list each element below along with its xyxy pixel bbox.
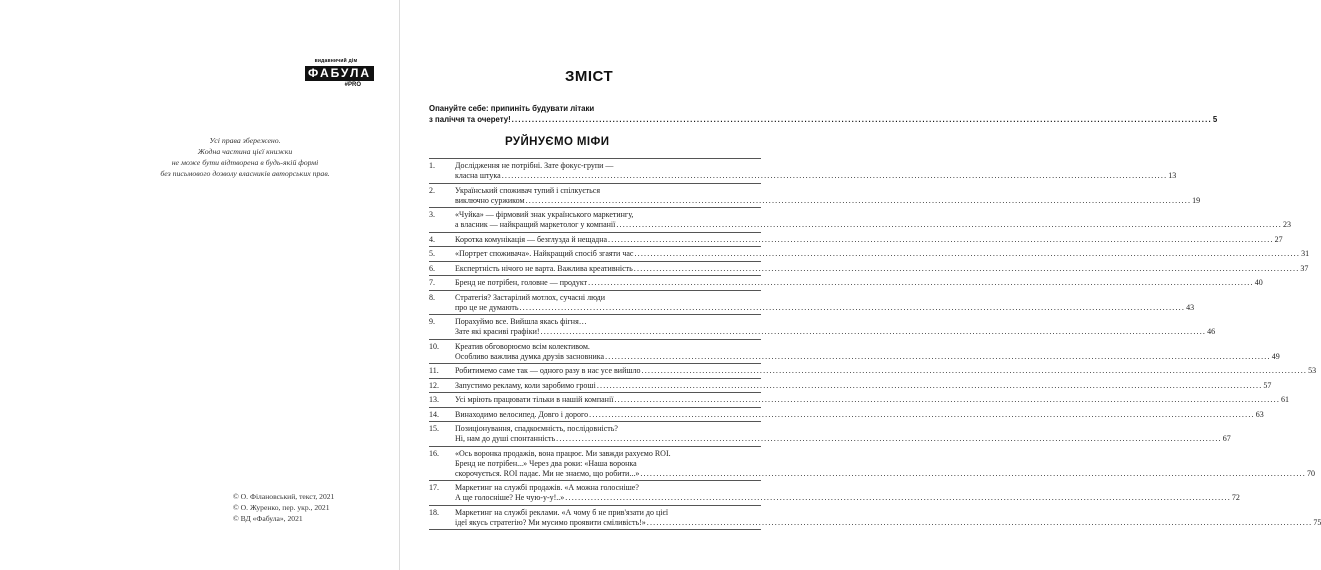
- entry-text: [455, 208, 1291, 232]
- entry-number: 10.: [429, 341, 439, 351]
- entry-number: 2.: [429, 185, 435, 195]
- toc-entry[interactable]: [429, 378, 1272, 393]
- logo-line3: #PRO: [344, 82, 361, 88]
- entry-last-line: [455, 249, 1309, 259]
- entry-text: [455, 481, 1240, 505]
- entry-text: [455, 247, 1309, 261]
- dot-leader: [502, 171, 1168, 181]
- entry-last-line: [455, 264, 1308, 274]
- entry-last-line: [455, 366, 1316, 376]
- entry-last-line: [455, 352, 1280, 362]
- dot-leader: [640, 469, 1306, 479]
- entry-last-line: [455, 410, 1264, 420]
- intro-line: Опануйте себе: припиніть будувати літаки: [429, 104, 595, 113]
- entry-page-number: 40: [1254, 278, 1263, 287]
- rights-notice: [120, 135, 370, 179]
- entry-line: скорочується. ROI падає. Ми не знаємо, що робити...»: [455, 468, 640, 478]
- toc-entry[interactable]: [429, 392, 1290, 407]
- entry-last-line: [455, 235, 1283, 245]
- entry-page-number: 70: [1306, 468, 1315, 478]
- entry-line: Коротка комунікація — безглузда й нещадна: [455, 234, 608, 244]
- dot-leader: [597, 381, 1263, 391]
- entry-line: Запустимо рекламу, коли заробимо гроші: [455, 380, 596, 390]
- entry-line: Усі мріють працювати тільки в нашій компанії: [455, 395, 614, 404]
- entry-page-number: 67: [1222, 434, 1231, 443]
- entry-number: 5.: [429, 249, 435, 258]
- entry-number: 15.: [429, 424, 439, 433]
- dot-leader: [512, 114, 1212, 125]
- entry-text: [455, 422, 1231, 446]
- dot-leader: [634, 249, 1300, 259]
- entry-last-line: [455, 278, 1263, 288]
- entry-line: Позиціонування, спадкоємність, послідовність?: [455, 424, 618, 433]
- toc-entry[interactable]: [429, 158, 1177, 183]
- entry-text: [455, 393, 1289, 407]
- entry-text: [455, 408, 1264, 422]
- intro-entry[interactable]: [429, 103, 1218, 125]
- toc-entry[interactable]: [429, 363, 1317, 378]
- entry-number: 12.: [429, 380, 439, 390]
- entry-last-line: [455, 303, 1194, 313]
- toc-title: ЗМІСТ: [565, 68, 614, 85]
- logo-line1: видавничий дім: [314, 58, 358, 64]
- entry-line: класна штука: [455, 171, 501, 180]
- entry-number: 4.: [429, 234, 435, 244]
- toc-entry[interactable]: [429, 207, 1291, 232]
- entry-line: Зате які красиві графіки!: [455, 327, 540, 336]
- dot-leader: [526, 196, 1192, 206]
- entry-line: виключно суржиком: [455, 195, 525, 205]
- entry-line: Маркетинг на службі продажів. «А можна голосніше?: [455, 483, 639, 492]
- entry-number: 6.: [429, 263, 435, 273]
- entry-last-line: [455, 434, 1231, 444]
- entry-line: Український споживач тупий і спілкується: [455, 185, 601, 195]
- left-page: [0, 0, 400, 570]
- entry-line: «Портрет споживача». Найкращий спосіб згаяти час: [455, 249, 634, 258]
- intro-page-number: 5: [1212, 115, 1218, 124]
- dot-leader: [565, 493, 1231, 503]
- entry-text: [455, 364, 1316, 378]
- entry-line: Бренд не потрібен, головне — продукт: [455, 278, 588, 287]
- entry-line: Порахуймо все. Вийшла якась фігня…: [455, 317, 587, 326]
- entry-page-number: 49: [1271, 351, 1280, 361]
- toc-entry[interactable]: [429, 232, 1283, 247]
- entry-page-number: 43: [1186, 302, 1195, 312]
- entry-line: про це не думають: [455, 302, 519, 312]
- dot-leader: [614, 395, 1280, 405]
- toc-entry[interactable]: [429, 275, 1263, 290]
- entry-page-number: 75: [1313, 517, 1321, 527]
- entry-last-line: [455, 518, 1321, 528]
- entry-line: Винаходимо велосипед. Довго і дорого: [455, 409, 589, 419]
- dot-leader: [634, 264, 1300, 274]
- rights-line: не може бути відтворена в будь-якій формі: [171, 158, 319, 167]
- entry-last-line: [455, 220, 1291, 230]
- entry-page-number: 13: [1168, 171, 1177, 180]
- entry-text: [455, 184, 1200, 208]
- entry-line: а власник — найкращий маркетолог у компанії: [455, 220, 616, 229]
- entry-page-number: 72: [1231, 493, 1240, 502]
- entry-number: 16.: [429, 448, 439, 458]
- entry-page-number: 19: [1192, 195, 1201, 205]
- section-title: РУЙНУЄМО МІФИ: [505, 136, 610, 148]
- dot-leader: [642, 366, 1308, 376]
- entry-text: [455, 379, 1271, 393]
- dot-leader: [605, 352, 1271, 362]
- dot-leader: [616, 220, 1282, 230]
- entry-text: [455, 315, 1215, 339]
- copyright-line: © О. Філановський, текст, 2021: [233, 492, 335, 501]
- dot-leader: [556, 434, 1222, 444]
- entry-text: [455, 506, 1321, 530]
- entry-page-number: 46: [1207, 327, 1216, 336]
- entry-last-line: [455, 395, 1289, 405]
- dot-leader: [647, 518, 1313, 528]
- dot-leader: [519, 303, 1185, 313]
- toc-entry[interactable]: [429, 183, 1201, 208]
- entry-page-number: 53: [1308, 366, 1317, 375]
- logo-line2: ФАБУЛА: [305, 66, 374, 81]
- copyright-line: © ВД «Фабула», 2021: [233, 513, 303, 523]
- toc-entry[interactable]: [429, 314, 1216, 339]
- entry-line: Експертність нічого не варта. Важлива креативність: [455, 263, 633, 273]
- toc-entry[interactable]: [429, 261, 1309, 276]
- entry-number: 13.: [429, 395, 439, 404]
- entry-last-line: [455, 196, 1200, 206]
- entry-last-line: [455, 327, 1215, 337]
- entry-line: Креатив обговорюємо всім колективом.: [455, 341, 590, 351]
- entry-number: 17.: [429, 483, 439, 492]
- intro-line: з паліччя та очерету!: [429, 115, 511, 124]
- entry-line: Особливо важлива думка друзів засновника: [455, 351, 605, 361]
- entry-text: [455, 233, 1283, 247]
- entry-line: «Ось воронка продажів, вона працює. Ми завжди рахуємо ROI.: [455, 448, 671, 458]
- toc-entry[interactable]: [429, 505, 1321, 531]
- toc-entry[interactable]: [429, 421, 1231, 446]
- toc-entry[interactable]: [429, 407, 1264, 422]
- entry-line: А ще голосніше? Не чую-у-у!..»: [455, 493, 565, 502]
- entry-number: 3.: [429, 210, 435, 219]
- copyright-block: [233, 492, 334, 524]
- entry-number: 14.: [429, 409, 439, 419]
- entry-number: 9.: [429, 317, 435, 326]
- entry-number: 8.: [429, 292, 435, 302]
- entry-last-line: [455, 493, 1240, 503]
- entry-last-line: [455, 469, 1315, 479]
- entry-page-number: 61: [1281, 395, 1290, 404]
- entry-line: Бренд не потрібен...» Через два роки: «Наша воронка: [455, 458, 637, 468]
- entry-text: [455, 340, 1280, 364]
- dot-leader: [541, 327, 1207, 337]
- entry-page-number: 37: [1300, 263, 1309, 273]
- entry-page-number: 63: [1255, 409, 1264, 419]
- entry-line: «Чуйка» — фірмовий знак українського маркетингу,: [455, 210, 634, 219]
- entry-text: [455, 159, 1176, 183]
- entry-line: Ні, нам до душі спонтанність: [455, 434, 556, 443]
- entry-number: 1.: [429, 161, 435, 170]
- entry-text: [455, 447, 1315, 481]
- dot-leader: [608, 235, 1274, 245]
- entry-line: Маркетинг на службі реклами. «А чому б не прив'язати до цієї: [455, 507, 669, 517]
- copyright-line: © О. Журенко, пер. укр., 2021: [233, 502, 330, 512]
- entry-page-number: 23: [1282, 220, 1291, 229]
- toc-list: [429, 158, 1321, 530]
- toc-entry[interactable]: [429, 446, 1315, 481]
- publisher-logo: [305, 58, 372, 98]
- entry-line: Робитимемо саме так — одного разу в нас усе вийшло: [455, 366, 641, 375]
- toc-entry[interactable]: [429, 480, 1240, 505]
- rights-line: Усі права збережено.: [209, 136, 281, 145]
- entry-number: 11.: [429, 366, 439, 375]
- entry-last-line: [455, 381, 1271, 391]
- toc-entry[interactable]: [429, 246, 1310, 261]
- entry-number: 18.: [429, 507, 439, 517]
- entry-page-number: 27: [1274, 234, 1283, 244]
- rights-line: Жодна частина цієї книжки: [197, 147, 293, 156]
- rights-line: без письмового дозволу власників авторських прав.: [160, 169, 330, 178]
- entry-line: Стратегія? Застарілий мотлох, сучасні люди: [455, 292, 606, 302]
- intro-last-line: [429, 114, 1218, 125]
- entry-page-number: 57: [1263, 380, 1272, 390]
- entry-text: [455, 276, 1263, 290]
- entry-last-line: [455, 171, 1176, 181]
- entry-number: 7.: [429, 278, 435, 287]
- entry-page-number: 31: [1301, 249, 1310, 258]
- entry-line: Дослідження не потрібні. Зате фокус-групи —: [455, 161, 614, 170]
- dot-leader: [588, 278, 1254, 288]
- entry-line: ідеї якусь стратегію? Ми мусимо проявити сміливість!»: [455, 517, 646, 527]
- toc-entry[interactable]: [429, 290, 1195, 315]
- entry-text: [455, 291, 1194, 315]
- entry-text: [455, 262, 1308, 276]
- toc-entry[interactable]: [429, 339, 1280, 364]
- dot-leader: [589, 410, 1255, 420]
